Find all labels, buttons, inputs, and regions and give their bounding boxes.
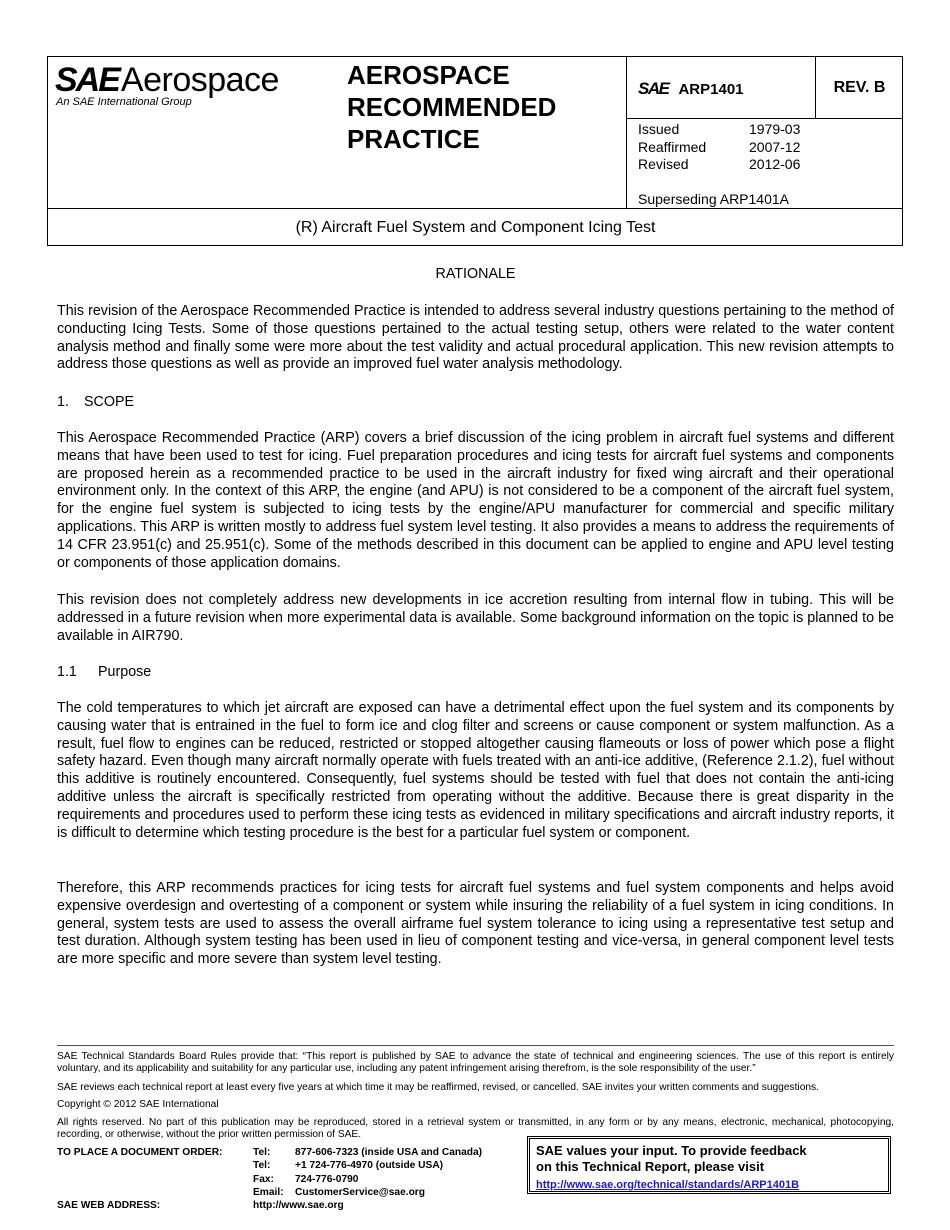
scope-paragraph: This Aerospace Recommended Practice (ARP) covers a brief discussion of the icing problem in aircraft fuel systems and different means that have been used to test for icing. Fuel preparation procedures and icing tests for aircraft fuel systems and components are proposed herein as a recommended practice to be used in the aircraft industry for fixed wing aircraft and their operational environment only. In the context of this ARP, the engine (and APU) is not considered to be a component of the aircraft fuel system, for the engine fuel system is subjected to icing tests by the engine/APU manufacturer for commercial and specific military applications. This ARP is written mostly to address fuel system level testing. It also provides a means to address the requirements of 14 CFR 23.951(c) and 25.951(c). Some of the methods described in this document can be applied to engine and APU level testing or components of those application domains. <box>57 430 894 571</box>
date-label: Revised <box>638 156 689 172</box>
review-note: SAE reviews each technical report at least every five years at which time it may be reaffirmed, revised, or cancelled. SAE invites your written comments and suggestions. <box>57 1082 819 1093</box>
feedback-box <box>527 1136 891 1194</box>
doc-type-line: PRACTICE <box>347 124 480 154</box>
date-row <box>638 156 800 174</box>
contact-row <box>253 1146 482 1159</box>
contact-row <box>253 1186 482 1199</box>
contact-row <box>253 1173 482 1186</box>
date-value: 2007-12 <box>749 138 801 155</box>
contact-list <box>253 1146 482 1212</box>
date-row <box>638 139 800 157</box>
divider <box>626 118 903 119</box>
date-label: Reaffirmed <box>638 138 707 155</box>
feedback-link[interactable]: http://www.sae.org/technical/standards/ARP1401B <box>536 1179 800 1191</box>
header-table <box>47 56 903 246</box>
web-label: SAE WEB ADDRESS: <box>57 1200 161 1211</box>
doc-type-line: AEROSPACE <box>347 60 510 90</box>
copyright-note: Copyright © 2012 SAE International <box>57 1099 219 1110</box>
contact-value[interactable]: 877-606-7323 (inside USA and Canada) <box>295 1147 483 1158</box>
doc-type-line: RECOMMENDED <box>347 92 557 122</box>
sae-aerospace-logo <box>55 61 279 108</box>
document-dates <box>638 121 800 208</box>
section-number: 1.1 <box>57 664 77 680</box>
feedback-text: on this Technical Report, please visit <box>536 1159 765 1174</box>
contact-email[interactable]: CustomerService@sae.org <box>295 1186 425 1198</box>
logo-tagline: An SAE International Group <box>56 96 192 108</box>
contact-label: Tel: <box>253 1147 271 1158</box>
purpose-heading <box>57 664 894 682</box>
purpose-paragraph: The cold temperatures to which jet aircraft are exposed can have a detrimental effect upon the fuel system and its components by causing water that is entrained in the fuel to form ice and clog filter and screens or cause component or system malfunction. As a result, fuel flow to engines can be reduced, restricted or stopped altogether causing flameouts or loss of power which pose a flight safety hazard. Even though many aircraft normally operate with fuels treated with an anti-ice additive, (Reference 2.1.2), fuel without this additive is routinely encountered. Consequently, fuel systems should be tested with fuel that does not contain the anti-icing additive unless the aircraft is specifically restricted from operating without the additive. Because there is great disparity in the requirements and procedures used to perform these icing tests as evidenced in military specifications and aircraft industry reports, it is difficult to determine which testing procedure is the best for a particular fuel system or component. <box>57 700 894 841</box>
scope-paragraph: This revision does not completely address new developments in ice accretion resulting from internal flow in tubing. This will be addressed in a future revision when more experimental data is available. Some background information on the topic is planned to be available in AIR790. <box>57 592 894 644</box>
rationale-paragraph: This revision of the Aerospace Recommended Practice is intended to address several industry questions pertaining to the method of conducting Icing Tests. Some of those questions pertained to the actual testing setup, others were related to the water content analysis method and finally some were more about the test validity and actual procedural application. This new revision attempts to address those questions as well as provide an improved fuel water analysis methodology. <box>57 303 894 373</box>
revision-label: REV. B <box>833 79 886 96</box>
contact-row <box>253 1199 482 1212</box>
board-rules-note: SAE Technical Standards Board Rules provide that: “This report is published by SAE to advance the state of technical and engineering sciences. The use of this report is entirely voluntary, and its applicability and suitability for any particular use, including any patent infringement arising therefrom, is the sole responsibility of the user.” <box>57 1051 894 1074</box>
document-number-cell <box>638 79 744 99</box>
document-title: (R) Aircraft Fuel System and Component Icing Test <box>295 219 656 236</box>
footer-divider <box>57 1045 894 1046</box>
section-title: Purpose <box>98 664 152 680</box>
section-number: 1. <box>57 394 69 410</box>
document-number: ARP1401 <box>678 80 744 98</box>
date-value: 1979-03 <box>749 121 801 137</box>
rights-note: All rights reserved. No part of this publication may be reproduced, stored in a retrieval system or transmitted, in any form or by any means, electronic, mechanical, photocopying, recording, or otherwise, without the prior written permission of SAE. <box>57 1117 894 1140</box>
scope-heading <box>57 394 894 412</box>
sae-mini-logo: SAE <box>638 79 669 98</box>
contact-row <box>253 1159 482 1172</box>
logo-brand: SAE <box>55 61 119 99</box>
divider <box>48 208 903 209</box>
divider <box>626 57 627 208</box>
contact-label: Fax: <box>253 1173 274 1185</box>
rationale-heading: RATIONALE <box>435 266 516 282</box>
purpose-paragraph: Therefore, this ARP recommends practices for icing tests for aircraft fuel systems and fuel system components and helps avoid expensive overdesign and overtesting of a component or system while insuring the reliability of a fuel system in icing conditions. In general, system tests are used to assess the overall airframe fuel system tolerance to icing using a representative test setup and test duration. Although system testing has been used in lieu of component testing and vice-versa, in general component level tests are more specific and more severe than system level testing. <box>57 880 894 968</box>
document-type <box>347 59 556 155</box>
date-row <box>638 121 800 139</box>
feedback-text: SAE values your input. To provide feedback <box>536 1143 807 1158</box>
superseding-note: Superseding ARP1401A <box>638 190 789 207</box>
web-address-link[interactable]: http://www.sae.org <box>253 1200 344 1212</box>
date-label: Issued <box>638 121 680 137</box>
order-label: TO PLACE A DOCUMENT ORDER: <box>57 1147 223 1158</box>
contact-label: Tel: <box>253 1160 271 1172</box>
section-title: SCOPE <box>84 394 135 410</box>
contact-value: 724-776-0790 <box>295 1173 359 1185</box>
contact-value[interactable]: +1 724-776-4970 (outside USA) <box>295 1160 444 1172</box>
date-value: 2012-06 <box>749 156 801 172</box>
logo-word: Aerospace <box>120 61 279 99</box>
contact-label: Email: <box>253 1186 284 1198</box>
